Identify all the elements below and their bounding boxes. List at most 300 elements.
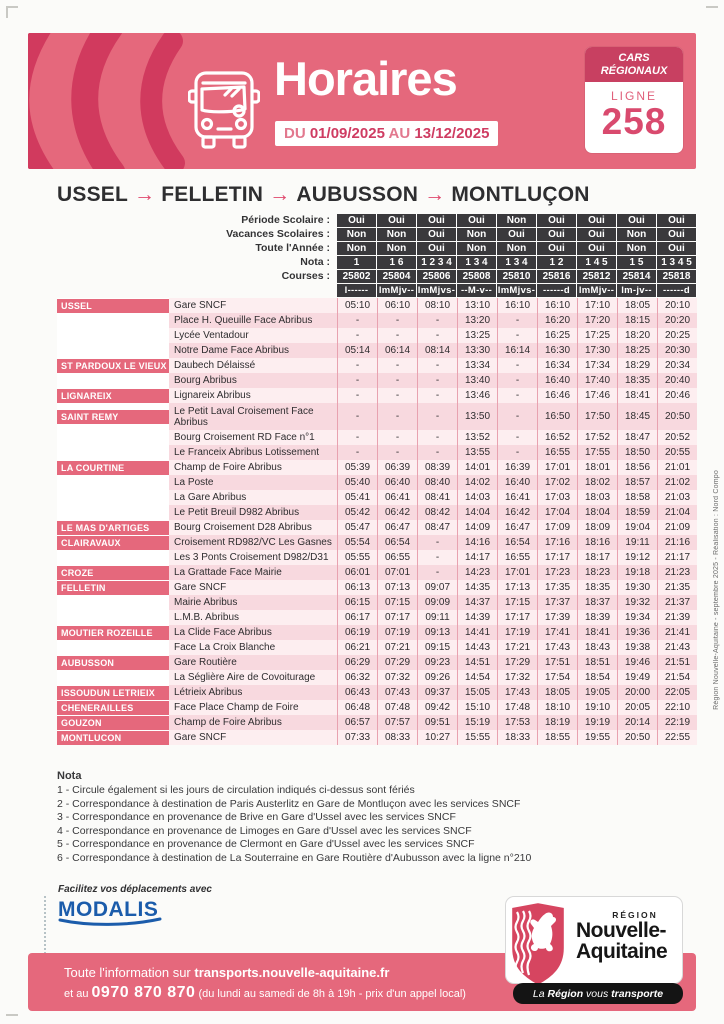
area-label: AUBUSSON [57,656,169,670]
table-row [57,460,698,475]
time-cell: 17:46 [577,388,617,403]
cars-regionaux-label: CARS RÉGIONAUX [585,47,683,82]
timetable-header-cell: Oui [577,214,617,227]
stop-name: La Gare Abribus [169,490,337,505]
timetable-header-cell: Oui [417,214,457,227]
time-cell: 17:01 [537,460,577,475]
area-cell [57,445,169,460]
time-cell: 06:41 [377,490,417,505]
time-cell: 20:05 [617,700,657,715]
time-cell: 20:46 [657,388,697,403]
time-cell: - [417,388,457,403]
time-cell: 07:43 [377,685,417,700]
timetable-header-cell: Oui [657,214,697,227]
time-cell: 13:52 [457,430,497,445]
stop-name: Le Franceix Abribus Lotissement [169,445,337,460]
time-cell: 07:57 [377,715,417,730]
time-cell: 17:32 [497,670,537,685]
slogan-part: Région [547,987,584,1000]
time-cell: 06:19 [337,625,377,640]
arrow-icon: → [424,183,446,206]
time-cell: 05:42 [337,505,377,520]
print-credit: Région Nouvelle-Aquitaine - septembre 2025 - Réalisation : Nord Compo [713,470,720,710]
area-cell [57,625,169,640]
page-title: Horaires [274,52,457,105]
time-cell: 17:19 [497,625,537,640]
time-cell: 21:39 [657,610,697,625]
area-label: FELLETIN [57,581,169,595]
time-cell: 16:52 [537,430,577,445]
timetable-header [57,214,698,297]
time-cell: - [417,373,457,388]
time-cell: 19:32 [617,595,657,610]
area-label: SAINT REMY [57,410,169,424]
time-cell: 20:52 [657,430,697,445]
time-cell: 17:51 [537,655,577,670]
info-prefix: Toute l'information sur [64,965,195,980]
timetable-header-cell: lmMjv-- [377,284,417,297]
stop-name: Les 3 Ponts Croisement D982/D31 [169,550,337,565]
time-cell: 06:32 [337,670,377,685]
time-cell: 18:03 [577,490,617,505]
time-cell: 18:29 [617,358,657,373]
area-cell [57,655,169,670]
stop-name: Gare SNCF [169,730,337,745]
time-cell: - [417,403,457,430]
timetable-header-cell: Oui [537,214,577,227]
time-cell: - [337,403,377,430]
area-label: CROZE [57,566,169,580]
time-cell: 20:40 [657,373,697,388]
timetable-header-cell: 1 4 5 [577,256,617,269]
time-cell: 20:30 [657,343,697,358]
area-label: LE MAS D'ARTIGES [57,521,169,535]
timetable-header-cell: --M-v-- [457,284,497,297]
time-cell: 16:42 [497,505,537,520]
line-badge [585,47,683,153]
timetable-header-row [57,284,698,297]
area-cell [57,358,169,373]
time-cell: 18:47 [617,430,657,445]
area-cell [57,565,169,580]
area-cell [57,715,169,730]
area-label: ST PARDOUX LE VIEUX [57,359,169,373]
table-row [57,520,698,535]
time-cell: 19:46 [617,655,657,670]
timetable-header-cell: 25814 [617,270,657,283]
phone-number: 0970 870 870 [91,984,196,1001]
time-cell: 13:10 [457,298,497,313]
time-cell: 07:32 [377,670,417,685]
timetable-header-cell: lmMjv-- [577,284,617,297]
stop-name: Gare SNCF [169,580,337,595]
time-cell: 08:14 [417,343,457,358]
time-cell: - [377,328,417,343]
header-banner [28,33,696,169]
timetable-header-cell: Non [457,242,497,255]
time-cell: - [497,445,537,460]
time-cell: 14:43 [457,640,497,655]
time-cell: 14:35 [457,580,497,595]
time-cell: 06:48 [337,700,377,715]
time-cell: 16:10 [497,298,537,313]
time-cell: 19:18 [617,565,657,580]
time-cell: 20:50 [657,403,697,430]
time-cell: 05:40 [337,475,377,490]
timetable-header-cell: 1 2 3 4 [417,256,457,269]
time-cell: 18:16 [577,535,617,550]
time-cell: 17:13 [497,580,537,595]
time-cell: 16:14 [497,343,537,358]
region-name [576,920,680,962]
slogan-part: transporte [611,987,664,1000]
time-cell: 06:42 [377,505,417,520]
timetable-header-row [57,214,698,227]
time-cell: - [337,328,377,343]
area-cell [57,535,169,550]
modalis-logo-text: MODALIS [58,898,159,921]
time-cell: 14:03 [457,490,497,505]
time-cell: 20:00 [617,685,657,700]
date-end: 13/12/2025 [414,125,490,142]
timetable-header-cell: Non [617,228,657,241]
date-mid: AU [388,125,411,142]
timetable-header-cell: Oui [657,228,697,241]
timetable-header-cell: Oui [417,242,457,255]
bus-icon [188,69,260,153]
area-cell [57,685,169,700]
time-cell: 16:34 [537,358,577,373]
area-cell [57,580,169,595]
table-row [57,610,698,625]
time-cell: 09:15 [417,640,457,655]
time-cell: 18:58 [617,490,657,505]
time-cell: 14:54 [457,670,497,685]
time-cell: 17:15 [497,595,537,610]
timetable-header-cell: Non [457,228,497,241]
table-row [57,445,698,460]
time-cell: 21:35 [657,580,697,595]
time-cell: 07:21 [377,640,417,655]
time-cell: 05:41 [337,490,377,505]
time-cell: 17:34 [577,358,617,373]
time-cell: 21:01 [657,460,697,475]
time-cell: 08:40 [417,475,457,490]
timetable-header-row [57,242,698,255]
time-cell: 16:55 [497,550,537,565]
timetable-header-cell: 25804 [377,270,417,283]
area-cell [57,610,169,625]
stop-name: La Séglière Aire de Covoiturage [169,670,337,685]
time-cell: 18:35 [577,580,617,595]
time-cell: - [377,358,417,373]
time-cell: 19:05 [577,685,617,700]
phone-prefix: et au [64,988,92,1000]
time-cell: 05:10 [337,298,377,313]
time-cell: 20:50 [617,730,657,745]
time-cell: 09:23 [417,655,457,670]
time-cell: 17:48 [497,700,537,715]
time-cell: 18:01 [577,460,617,475]
timetable-header-cell: ------d [657,284,697,297]
time-cell: 06:57 [337,715,377,730]
time-cell: 14:09 [457,520,497,535]
area-cell [57,640,169,655]
area-cell [57,388,169,403]
table-row [57,625,698,640]
time-cell: 05:47 [337,520,377,535]
time-cell: 19:04 [617,520,657,535]
time-cell: 13:40 [457,373,497,388]
timetable-header-cell: Oui [377,214,417,227]
time-cell: 16:41 [497,490,537,505]
slogan-part: La [532,987,548,1000]
time-cell: 21:17 [657,550,697,565]
time-cell: 17:23 [537,565,577,580]
time-cell: 18:35 [617,373,657,388]
time-cell: 17:53 [497,715,537,730]
stop-name: Champ de Foire Abribus [169,715,337,730]
nota-line: 3 - Correspondance en provenance de Brive en Gare d'Ussel avec les services SNCF [57,811,456,823]
time-cell: 18:02 [577,475,617,490]
time-cell: - [377,313,417,328]
date-range [275,121,498,146]
timetable-header-cell: 25808 [457,270,497,283]
timetable-header-label: Courses : [281,270,330,282]
time-cell: 10:27 [417,730,457,745]
ligne-label: LIGNE [610,89,657,103]
time-cell: 16:25 [537,328,577,343]
timetable-header-row [57,270,698,283]
time-cell: 07:33 [337,730,377,745]
area-label: MONTLUCON [57,731,169,745]
time-cell: 21:04 [657,505,697,520]
time-cell: 14:41 [457,625,497,640]
table-row [57,343,698,358]
table-row [57,565,698,580]
stop-name: Lycée Ventadour [169,328,337,343]
time-cell: 22:55 [657,730,697,745]
time-cell: 17:37 [537,595,577,610]
time-cell: 08:33 [377,730,417,745]
table-row [57,580,698,595]
time-cell: 14:02 [457,475,497,490]
table-row [57,373,698,388]
time-cell: 18:05 [537,685,577,700]
time-cell: 16:10 [537,298,577,313]
time-cell: 06:14 [377,343,417,358]
time-cell: 18:19 [537,715,577,730]
stop-name: Place H. Queuille Face Abribus [169,313,337,328]
area-cell [57,505,169,520]
time-cell: - [417,328,457,343]
timetable-header-cell: 1 [337,256,377,269]
nota-section [57,770,677,865]
transport-website-link[interactable]: transports.nouvelle-aquitaine.fr [194,965,390,980]
time-cell: 06:15 [337,595,377,610]
table-row [57,655,698,670]
timetable-header-cell: 25812 [577,270,617,283]
stop-name: La Grattade Face Mairie [169,565,337,580]
table-row [57,505,698,520]
time-cell: 17:54 [537,670,577,685]
table-row [57,685,698,700]
time-cell: 22:19 [657,715,697,730]
time-cell: 17:41 [537,625,577,640]
time-cell: 15:19 [457,715,497,730]
time-cell: 08:42 [417,505,457,520]
time-cell: 18:15 [617,313,657,328]
table-row [57,595,698,610]
area-cell [57,520,169,535]
time-cell: - [377,430,417,445]
nota-line: 4 - Correspondance en provenance de Limoges en Gare d'Ussel avec les services SNCF [57,824,472,837]
area-cell [57,328,169,343]
time-cell: 06:54 [377,535,417,550]
slogan-part: vous [583,987,612,1000]
area-label: ISSOUDUN LETRIEIX [57,686,169,700]
timetable-header-label: Nota : [300,256,330,268]
time-cell: 17:20 [577,313,617,328]
footer-info-line [64,965,389,980]
region-slogan [513,983,683,1004]
region-name-line1: Nouvelle- [576,919,667,942]
time-cell: 16:39 [497,460,537,475]
time-cell: 17:39 [537,610,577,625]
time-cell: 08:41 [417,490,457,505]
timetable-header-label: Période Scolaire : [241,214,330,226]
time-cell: 19:34 [617,610,657,625]
time-cell: 05:54 [337,535,377,550]
area-label: CHENERAILLES [57,701,169,715]
time-cell: 18:33 [497,730,537,745]
time-cell: 06:10 [377,298,417,313]
line-number: 258 [601,101,667,142]
timetable-header-label: Vacances Scolaires : [226,228,330,240]
area-cell [57,475,169,490]
time-cell: 14:37 [457,595,497,610]
crop-mark [6,6,8,18]
timetable-header-cell: Oui [657,242,697,255]
time-cell: 07:19 [377,625,417,640]
time-cell: - [417,550,457,565]
area-cell [57,595,169,610]
signal-swoosh-icon [28,33,214,169]
table-row [57,670,698,685]
route-title [57,183,590,207]
timetable-header-cell: 25816 [537,270,577,283]
arrow-icon: → [269,183,291,206]
area-cell [57,490,169,505]
table-row [57,328,698,343]
time-cell: 20:34 [657,358,697,373]
time-cell: 21:51 [657,655,697,670]
nota-line: 5 - Correspondance en provenance de Clermont en Gare d'Ussel avec les services SNCF [57,838,475,850]
time-cell: 06:39 [377,460,417,475]
time-cell: 19:10 [577,700,617,715]
time-cell: 14:39 [457,610,497,625]
arrow-icon: → [134,183,156,206]
area-cell [57,670,169,685]
time-cell: 20:14 [617,715,657,730]
table-row [57,403,698,430]
time-cell: - [497,373,537,388]
table-row [57,715,698,730]
region-name-line2: Aquitaine [576,940,668,963]
time-cell: 09:42 [417,700,457,715]
time-cell: 18:55 [537,730,577,745]
time-cell: 15:10 [457,700,497,715]
modalis-logo [58,899,168,927]
time-cell: 16:40 [497,475,537,490]
time-cell: - [497,430,537,445]
time-cell: 21:09 [657,520,697,535]
crop-mark [706,6,718,8]
time-cell: 22:10 [657,700,697,715]
time-cell: 21:16 [657,535,697,550]
time-cell: 18:17 [577,550,617,565]
region-shield-icon [507,900,569,988]
time-cell: 16:30 [537,343,577,358]
time-cell: 18:51 [577,655,617,670]
phone-note: (du lundi au samedi de 8h à 19h - prix d'un appel local) [195,988,466,1000]
time-cell: 06:55 [377,550,417,565]
time-cell: 16:47 [497,520,537,535]
timetable-header-cell: 25806 [417,270,457,283]
time-cell: 09:37 [417,685,457,700]
area-cell [57,373,169,388]
time-cell: 17:30 [577,343,617,358]
time-cell: - [337,313,377,328]
timetable-header-cell: 1 3 4 5 [657,256,697,269]
time-cell: 17:21 [497,640,537,655]
time-cell: 08:47 [417,520,457,535]
time-cell: 16:40 [537,373,577,388]
timetable-header-cell: Oui [417,228,457,241]
time-cell: - [337,445,377,460]
route-stop: FELLETIN [161,183,264,206]
time-cell: 09:51 [417,715,457,730]
timetable-header-cell: Oui [577,228,617,241]
time-cell: 17:50 [577,403,617,430]
table-row [57,358,698,373]
nota-title: Nota [57,770,82,782]
time-cell: 20:10 [657,298,697,313]
area-label: LA COURTINE [57,461,169,475]
area-cell [57,313,169,328]
table-row [57,313,698,328]
stop-name: L.M.B. Abribus [169,610,337,625]
timetable-header-cell: Non [377,228,417,241]
time-cell: 13:20 [457,313,497,328]
time-cell: - [417,358,457,373]
time-cell: 19:12 [617,550,657,565]
time-cell: 13:25 [457,328,497,343]
time-cell: 14:51 [457,655,497,670]
time-cell: 06:01 [337,565,377,580]
time-cell: 17:04 [537,505,577,520]
time-cell: 17:03 [537,490,577,505]
time-cell: 17:01 [497,565,537,580]
timetable-header-row [57,228,698,241]
stop-name: Lignareix Abribus [169,388,337,403]
route-stop: USSEL [57,183,129,206]
time-cell: 07:13 [377,580,417,595]
table-row [57,550,698,565]
footer-phone-line [64,984,466,1002]
timetable-header-label [57,284,337,297]
area-label: USSEL [57,299,169,313]
